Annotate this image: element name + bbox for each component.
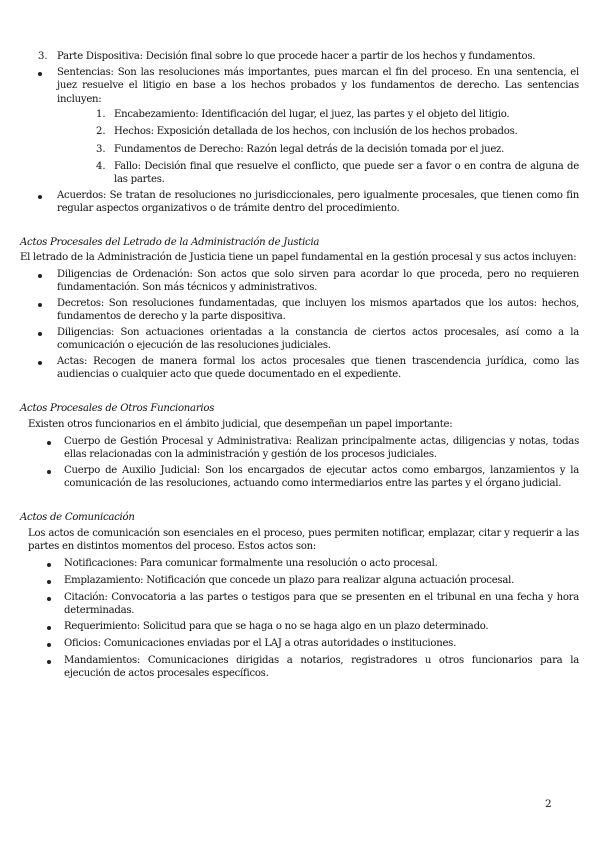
bullet-icon [47, 580, 51, 584]
bullet-icon [38, 274, 42, 278]
letrado-intro: El letrado de la Administración de Justicia tiene un papel fundamental en la gestión procesal y sus actos incluyen: [20, 252, 577, 263]
comunicacion-item-oficios: Oficios: Comunicaciones enviadas por el LAJ a otras autoridades o instituciones. [64, 638, 457, 649]
letrado-item-decretos: Decretos: Son resoluciones fundamentadas, que incluyen los mismos apartados que los autos: hechos, fundamentos de derecho y la parte dispositiva. [57, 298, 579, 323]
comunicacion-item-notificaciones: Notificaciones: Para comunicar formalmente una resolución o acto procesal. [64, 558, 438, 569]
comunicacion-item-requerimiento: Requerimiento: Solicitud para que se haga o no se haga algo en un plazo determinado. [64, 621, 489, 632]
bullet-icon [47, 470, 51, 474]
bullet-icon [38, 72, 42, 76]
bullet-icon [38, 195, 42, 199]
comunicacion-item-citacion: Citación: Convocatoria a las partes o testigos para que se presenten en el tribunal en una fecha y hora determinadas. [64, 592, 579, 617]
letrado-item-diligencias: Diligencias: Son actuaciones orientadas a la constancia de ciertos actos procesales, así como a la comunicación o ejecución de las resoluciones judiciales. [57, 327, 579, 352]
sentencia-part-hechos: Hechos: Exposición detallada de los hechos, con inclusión de los hechos probados. [114, 126, 518, 137]
section-heading-comunicacion: Actos de Comunicación [20, 512, 135, 523]
bullet-icon [38, 303, 42, 307]
section-heading-letrado: Actos Procesales del Letrado de la Administración de Justicia [20, 237, 320, 248]
letrado-item-actas: Actas: Recogen de manera formal los actos procesales que tienen trascendencia jurídica, como las audiencias o cualquier acto que quede documentado en el expediente. [57, 356, 579, 381]
bullet-icon [38, 361, 42, 365]
list-number: 1. [96, 109, 106, 120]
acuerdos-item: Acuerdos: Se tratan de resoluciones no jurisdiccionales, pero igualmente procesales, que tienen como fin regular aspectos organizativos o de trámite dentro del procedimiento. [57, 190, 579, 215]
bullet-icon [47, 643, 51, 647]
list-number: 4. [96, 161, 106, 172]
list-number: 3. [38, 51, 48, 62]
letrado-item-diligencias-ordenacion: Diligencias de Ordenación: Son actos que solo sirven para acordar lo que proceda, pero no requieren fundamentación. Son más técnicos y administrativos. [57, 269, 579, 294]
sentencia-part-fundamentos: Fundamentos de Derecho: Razón legal detrás de la decisión tomada por el juez. [114, 144, 505, 155]
bullet-icon [47, 563, 51, 567]
list-number: 3. [96, 144, 106, 155]
comunicacion-item-mandamientos: Mandamientos: Comunicaciones dirigidas a notarios, registradores u otros funcionarios para la ejecución de actos procesales específicos. [64, 655, 579, 680]
sentencia-part-encabezamiento: Encabezamiento: Identificación del lugar, el juez, las partes y el objeto del litigio. [114, 109, 510, 120]
bullet-icon [47, 626, 51, 630]
section-heading-otros-funcionarios: Actos Procesales de Otros Funcionarios [20, 403, 215, 414]
otros-item-gestion-procesal: Cuerpo de Gestión Procesal y Administrativa: Realizan principalmente actas, diligencias y notas, todas ellas relacionadas con la administración y gestión de los procesos judiciales. [64, 436, 579, 461]
bullet-icon [47, 441, 51, 445]
parte-dispositiva-item: Parte Dispositiva: Decisión final sobre lo que procede hacer a partir de los hechos y fundamentos. [57, 51, 536, 62]
sentencias-item: Sentencias: Son las resoluciones más importantes, pues marcan el fin del proceso. En una sentencia, el juez resuelve el litigio en base a los hechos probados y los fundamentos de derecho. Las sentencias incluyen: [57, 67, 579, 105]
bullet-icon [47, 660, 51, 664]
bullet-icon [38, 332, 42, 336]
list-number: 2. [96, 126, 106, 137]
bullet-icon [47, 597, 51, 601]
otros-intro: Existen otros funcionarios en el ámbito judicial, que desempeñan un papel importante: [28, 419, 453, 430]
comunicacion-item-emplazamiento: Emplazamiento: Notificación que concede un plazo para realizar alguna actuación procesal. [64, 575, 515, 586]
sentencia-part-fallo: Fallo: Decisión final que resuelve el conflicto, que puede ser a favor o en contra de alguna de las partes. [114, 161, 579, 186]
page-number: 2 [545, 798, 552, 810]
comunicacion-intro: Los actos de comunicación son esenciales en el proceso, pues permiten notificar, emplazar, citar y requerir a las partes en distintos momentos del proceso. Estos actos son: [28, 528, 579, 553]
otros-item-auxilio-judicial: Cuerpo de Auxilio Judicial: Son los encargados de ejecutar actos como embargos, lanzamientos y la comunicación de las resoluciones, actuando como intermediarios entre las partes y el órgano judicial. [64, 465, 579, 490]
